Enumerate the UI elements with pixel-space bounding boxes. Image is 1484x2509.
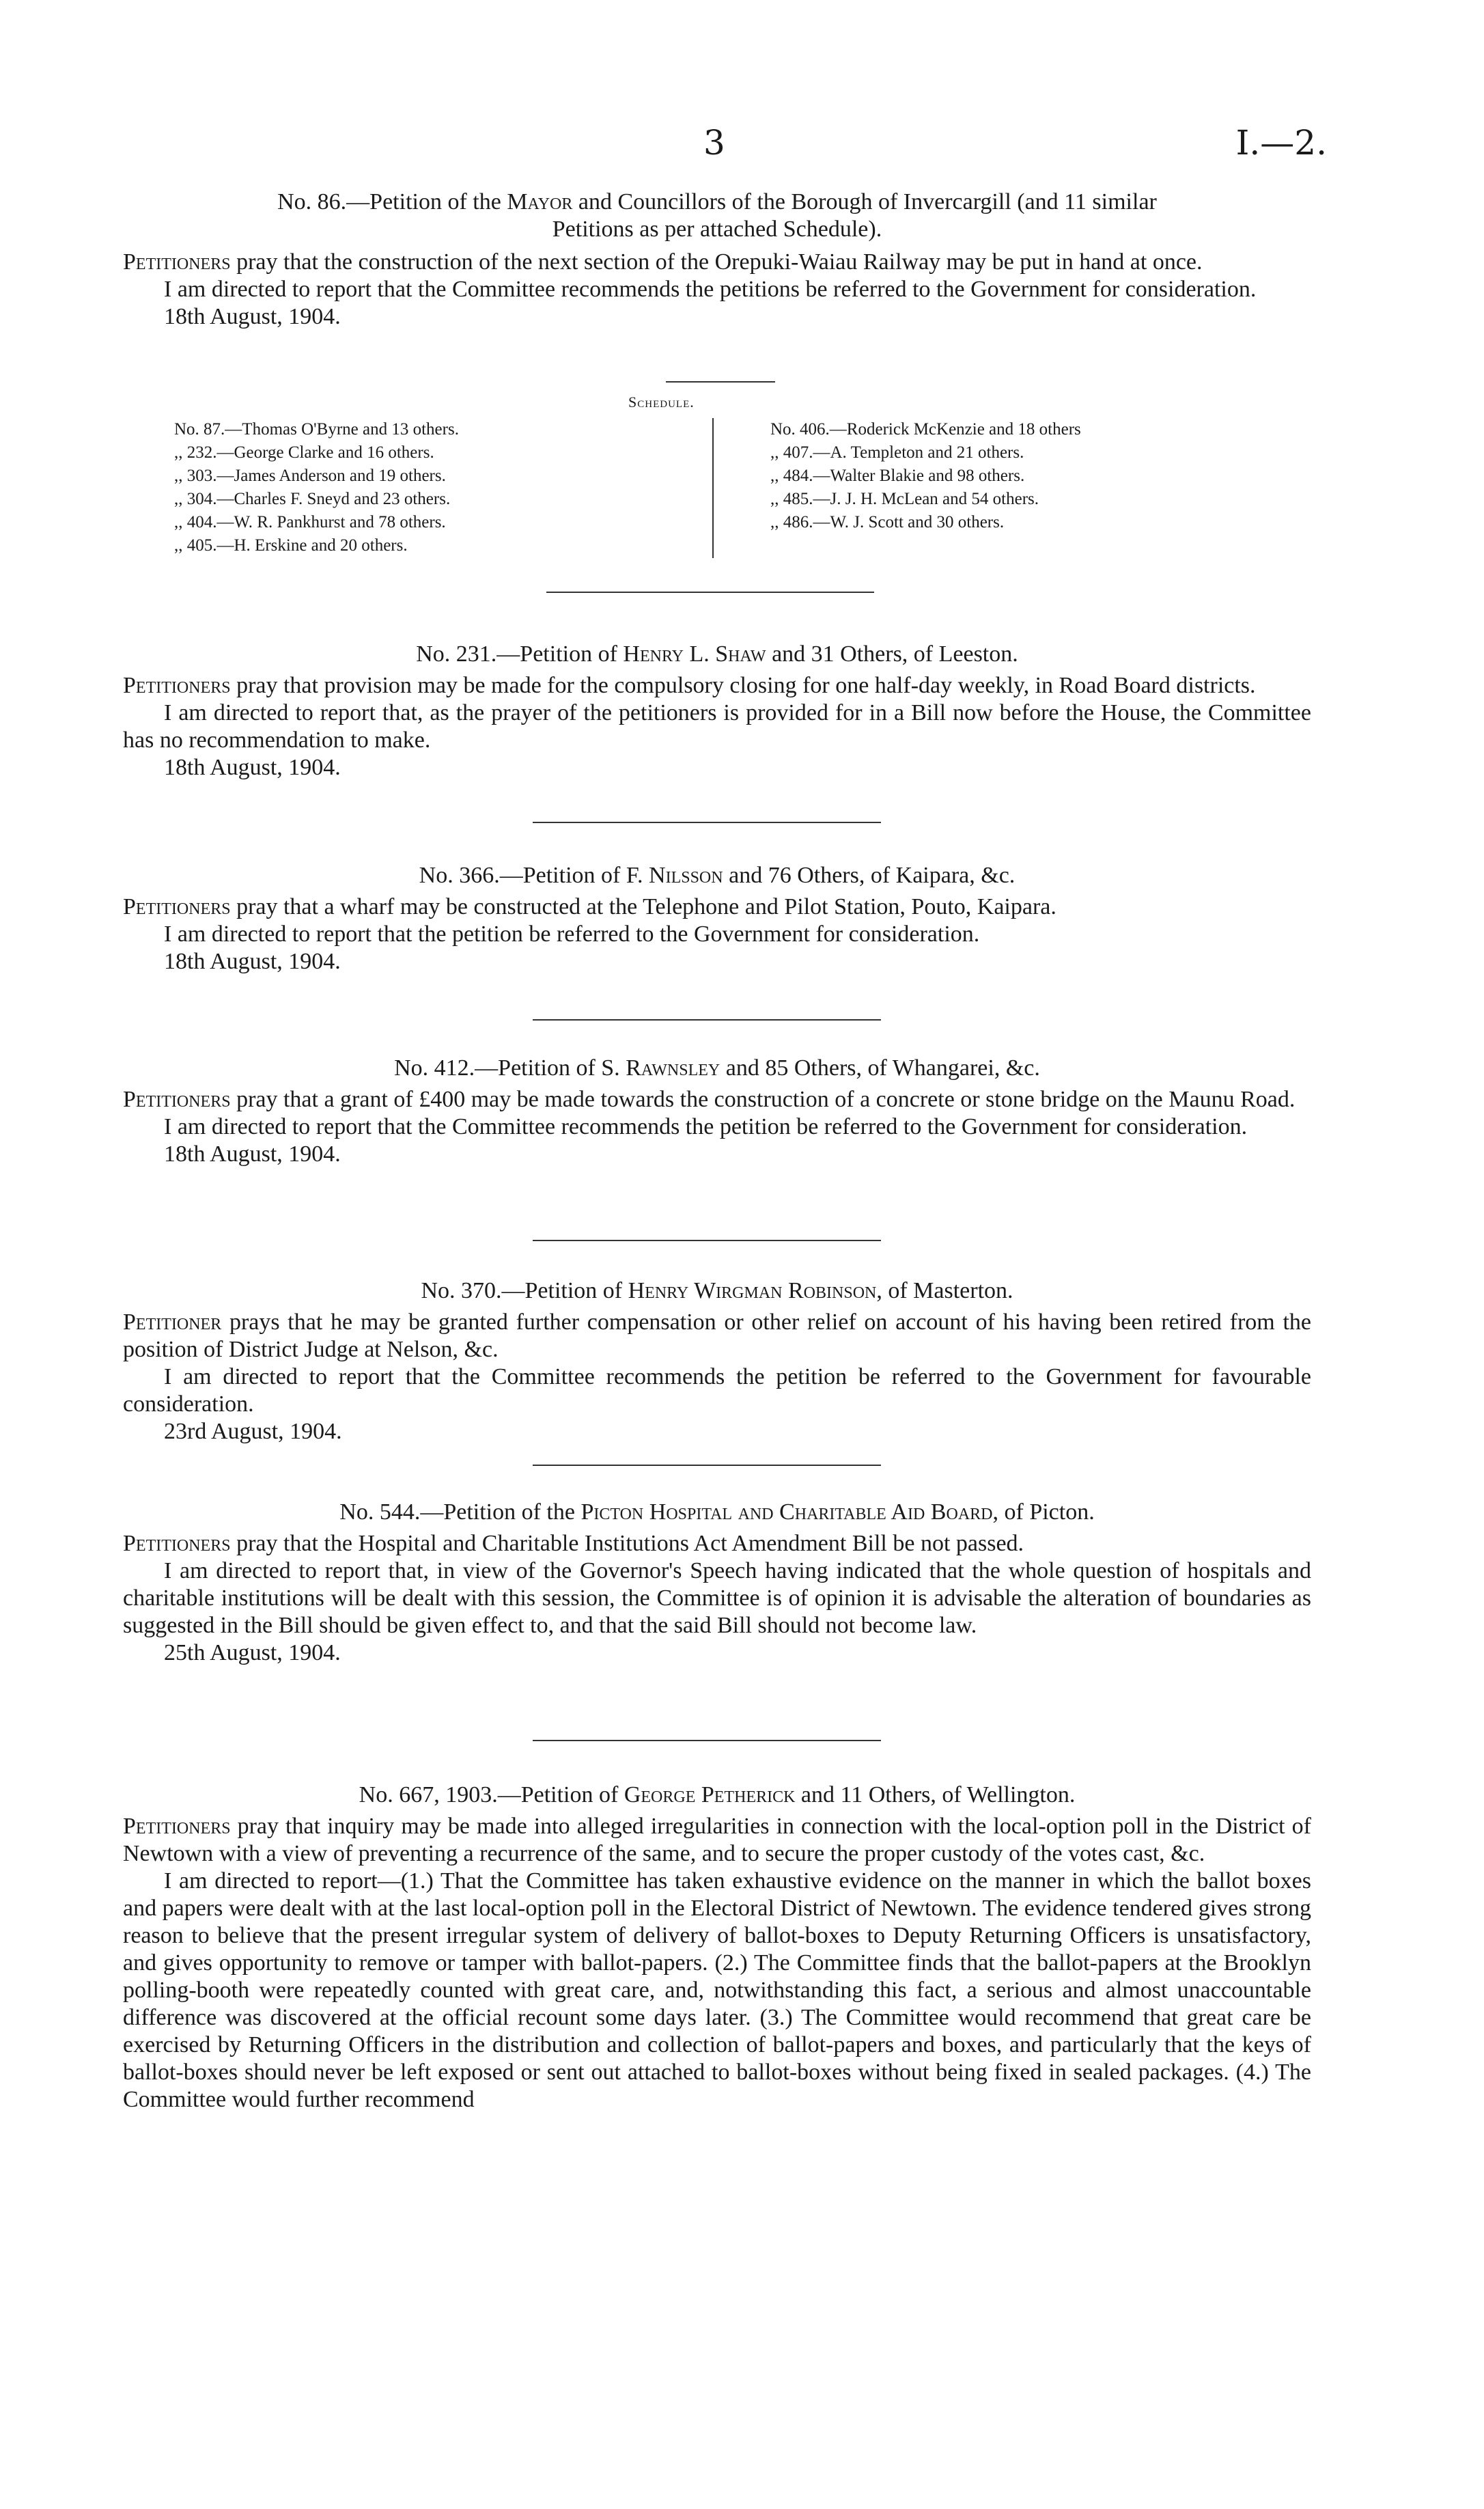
petition-report: I am directed to report that the petition be referred to the Government for consideration. bbox=[164, 921, 980, 947]
petition-heading: No. 544.—Petition of the Picton Hospital and Charitable Aid Board, of Picton. bbox=[339, 1499, 1095, 1525]
schedule-entry: ,, 303.—James Anderson and 19 others. bbox=[174, 467, 446, 485]
schedule-right-column bbox=[770, 418, 1081, 534]
schedule-entry: ,, 484.—Walter Blakie and 98 others. bbox=[770, 467, 1025, 485]
divider bbox=[533, 822, 881, 823]
petition-date: 18th August, 1904. bbox=[164, 949, 341, 974]
divider bbox=[666, 381, 775, 383]
petition-370 bbox=[123, 1277, 1311, 1445]
petition-366 bbox=[123, 862, 1311, 975]
divider bbox=[533, 1240, 881, 1241]
petition-date: 25th August, 1904. bbox=[164, 1640, 341, 1665]
petition-prayer: Petitioners pray that inquiry may be made into alleged irregularities in connection with the local-option poll in the District of Newtown with a view of preventing a recurrence of the same, and to secure the proper custody of the votes cast, &c. bbox=[123, 1814, 1311, 1866]
petition-prayer: Petitioners pray that provision may be made for the compulsory closing for one half-day weekly, in Road Board districts. bbox=[123, 673, 1256, 698]
petition-231 bbox=[123, 641, 1311, 781]
divider bbox=[533, 1019, 881, 1021]
petition-date: 18th August, 1904. bbox=[164, 755, 341, 780]
petition-date: 23rd August, 1904. bbox=[164, 1419, 342, 1444]
petition-report: I am directed to report that the Committee recommends the petition be referred to the Government for consideration. bbox=[164, 1114, 1248, 1139]
petition-heading: No. 412.—Petition of S. Rawnsley and 85 Others, of Whangarei, &c. bbox=[394, 1055, 1040, 1081]
schedule-entry: ,, 404.—W. R. Pankhurst and 78 others. bbox=[174, 513, 446, 531]
petition-report: I am directed to report that the Committee recommends the petition be referred to the Government for favourable consideration. bbox=[123, 1364, 1311, 1417]
petition-prayer: Petitioners pray that a grant of £400 may be made towards the construction of a concrete or stone bridge on the Maunu Road. bbox=[123, 1087, 1296, 1112]
petition-heading: No. 370.—Petition of Henry Wirgman Robinson, of Masterton. bbox=[421, 1278, 1013, 1303]
petition-heading: No. 231.—Petition of Henry L. Shaw and 31 Others, of Leeston. bbox=[416, 641, 1018, 667]
petition-prayer: Petitioner prays that he may be granted further compensation or other relief on account of his having been retired from the position of District Judge at Nelson, &c. bbox=[123, 1309, 1311, 1362]
schedule-divider bbox=[712, 418, 714, 558]
petition-667 bbox=[123, 1782, 1311, 2113]
petition-date: 18th August, 1904. bbox=[164, 304, 341, 329]
petition-heading: No. 86.—Petition of the Mayor and Councillors of the Borough of Invercargill (and 11 similar bbox=[277, 189, 1157, 214]
petition-heading: No. 366.—Petition of F. Nilsson and 76 Others, of Kaipara, &c. bbox=[419, 863, 1016, 888]
petition-heading: No. 667, 1903.—Petition of George Petherick and 11 Others, of Wellington. bbox=[359, 1782, 1076, 1807]
schedule-entry: No. 406.—Roderick McKenzie and 18 others bbox=[770, 420, 1081, 439]
petition-report: I am directed to report that the Committee recommends the petitions be referred to the Government for consideration. bbox=[164, 277, 1257, 302]
divider bbox=[546, 592, 874, 593]
schedule-entry: No. 87.—Thomas O'Byrne and 13 others. bbox=[174, 420, 459, 439]
schedule-entry: ,, 407.—A. Templeton and 21 others. bbox=[770, 443, 1024, 462]
schedule-entry: ,, 232.—George Clarke and 16 others. bbox=[174, 443, 434, 462]
schedule-entry: ,, 304.—Charles F. Sneyd and 23 others. bbox=[174, 490, 451, 508]
petition-heading-cont: Petitions as per attached Schedule). bbox=[552, 217, 882, 242]
petition-prayer: Petitioners pray that the Hospital and Charitable Institutions Act Amendment Bill be not passed. bbox=[123, 1531, 1024, 1556]
petition-prayer: Petitioners pray that a wharf may be constructed at the Telephone and Pilot Station, Pouto, Kaipara. bbox=[123, 894, 1056, 919]
petition-report: I am directed to report that, in view of the Governor's Speech having indicated that the whole question of hospitals and charitable institutions will be dealt with this session, the Committee is of opinion it is advisable the alteration of boundaries as suggested in the Bill should be given effect to, and that the said Bill should not become law. bbox=[123, 1558, 1311, 1638]
schedule-left-column bbox=[174, 418, 459, 557]
petition-544 bbox=[123, 1499, 1311, 1667]
petition-prayer: Petitioners pray that the construction of the next section of the Orepuki-Waiau Railway may be put in hand at once. bbox=[123, 249, 1203, 275]
schedule-title: Schedule. bbox=[628, 393, 695, 411]
page-number: 3 bbox=[703, 123, 725, 163]
petition-report: I am directed to report that, as the prayer of the petitioners is provided for in a Bill now before the House, the Committee has no recommendation to make. bbox=[123, 700, 1311, 753]
divider bbox=[533, 1465, 881, 1466]
petition-86 bbox=[123, 189, 1311, 331]
petition-report: I am directed to report—(1.) That the Committee has taken exhaustive evidence on the manner in which the ballot boxes and papers were dealt with at the last local-option poll in the Electoral District of Newtown. The evidence tendered gives strong reason to believe that the present irregular system of delivery of ballot-boxes to Deputy Returning Officers is unsatisfactory, and gives opportunity to remove or tamper with ballot-papers. (2.) The Committee finds that the ballot-papers at the Brooklyn polling-booth were repeatedly counted with great care, and, notwithstanding this fact, a serious and almost unaccountable difference was discovered at the official recount some days later. (3.) The Committee would recommend that great care be exercised by Returning Officers in the distribution and collection of ballot-papers and boxes, and particularly that the keys of ballot-boxes should never be left exposed or sent out attached to ballot-boxes without being fixed in sealed packages. (4.) The Committee would further recommend bbox=[123, 1868, 1311, 2112]
schedule-entry: ,, 485.—J. J. H. McLean and 54 others. bbox=[770, 490, 1039, 508]
schedule-entry: ,, 486.—W. J. Scott and 30 others. bbox=[770, 513, 1005, 531]
divider bbox=[533, 1740, 881, 1741]
document-reference: I.—2. bbox=[1235, 123, 1327, 163]
schedule-entry: ,, 405.—H. Erskine and 20 others. bbox=[174, 536, 408, 555]
petition-date: 18th August, 1904. bbox=[164, 1141, 341, 1167]
petition-412 bbox=[123, 1055, 1311, 1168]
